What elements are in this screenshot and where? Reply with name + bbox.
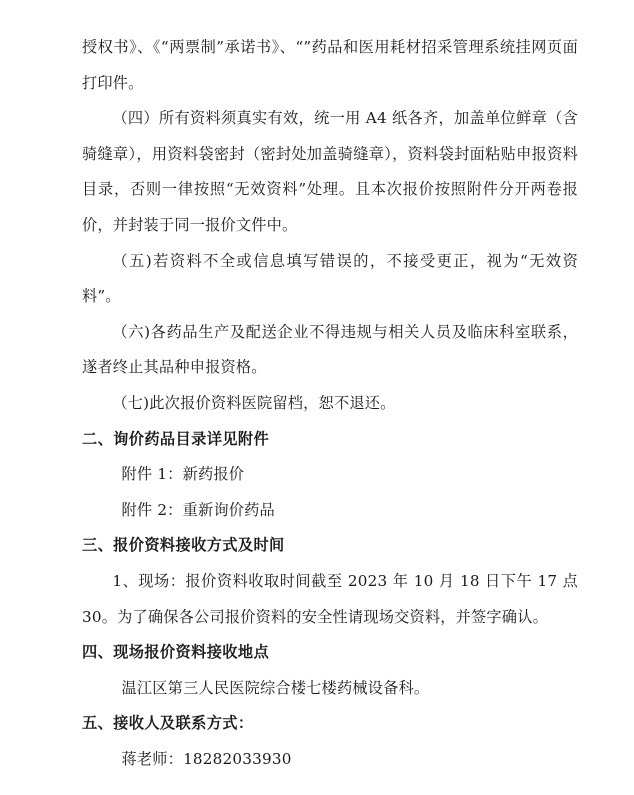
section-heading-two: 二、询价药品目录详见附件: [82, 429, 270, 448]
paragraph-item-four: （四）所有资料须真实有效，统一用 A4 纸各齐，加盖单位鲜章（含骑缝章），用资料袋密封（密封处加盖骑缝章），资料袋封面粘贴申报资料目录，否则一律按照“无效资料”处理。且本次报价按照附件分开两卷报价，并封装于同一报价文件中。: [82, 109, 578, 234]
section-heading-four: 四、现场报价资料接收地点: [82, 643, 270, 662]
attachment-2-line: 附件 2：重新询价药品: [121, 500, 275, 519]
document-body: [82, 30, 578, 777]
paragraph-item-six: （六)各药品生产及配送企业不得违规与相关人员及临床科室联系，遂者终止其品种申报资格。: [82, 322, 578, 377]
paragraph-onsite-submission: 1、现场：报价资料收取时间截至 2023 年 10 月 18 日下午 17 点 30。为了确保各公司报价资料的安全性请现场交资料，并签字确认。: [82, 571, 578, 626]
paragraph-contact: 蒋老师：18282033930: [121, 749, 292, 768]
section-heading-five: 五、接收人及联系方式：: [82, 714, 254, 733]
paragraph-location: 温江区第三人民医院综合楼七楼药械设备科。: [121, 678, 430, 697]
paragraph-授权书-continuation: 授权书》、《“两票制”承诺书》、“”药品和医用耗材招采管理系统挂网页面打印件。: [82, 38, 578, 92]
section-heading-three: 三、报价资料接收方式及时间: [82, 536, 285, 555]
paragraph-item-seven: （七)此次报价资料医院留档，恕不退还。: [112, 393, 396, 412]
attachment-1-line: 附件 1：新药报价: [121, 465, 245, 484]
paragraph-item-five: （五)若资料不全或信息填写错误的，不接受更正，视为“无效资料”。: [82, 251, 578, 306]
